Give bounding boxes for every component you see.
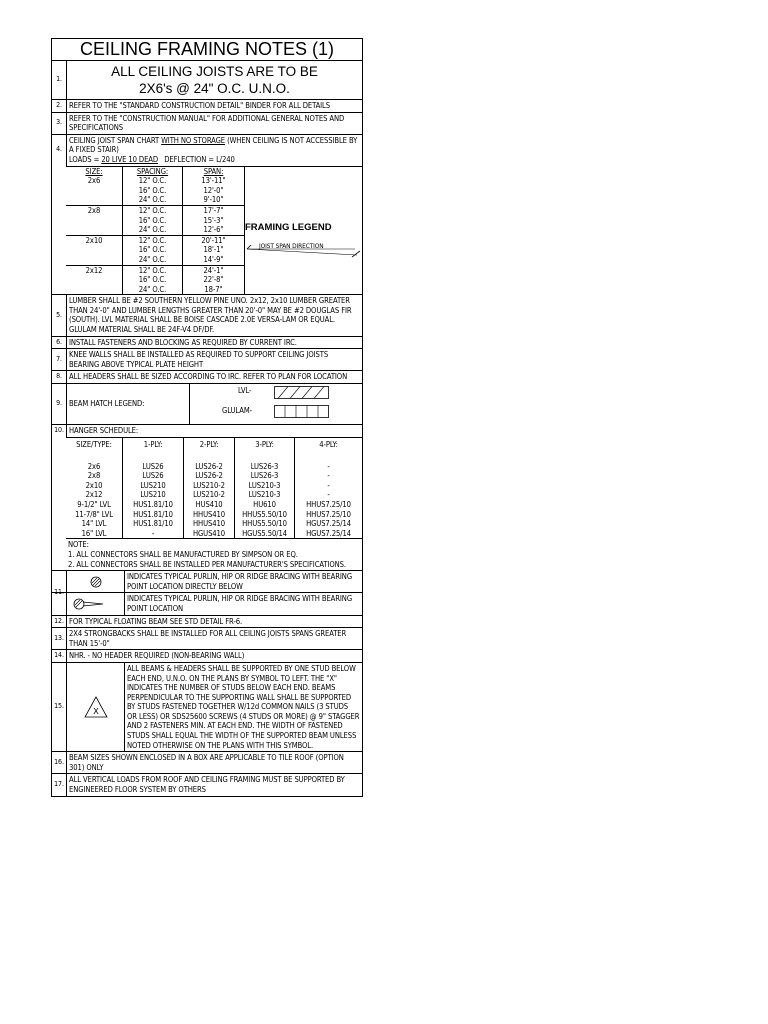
note-10-text: HANGER SCHEDULE: [69, 426, 139, 436]
hanger-header: 2-PLY: [199, 439, 219, 449]
note-number: 3. [52, 113, 67, 134]
span-spacing-value: 16" O.C. [138, 245, 167, 255]
note-14-text: NHR. - NO HEADER REQUIRED (NON-BEARING WALL) [69, 651, 245, 661]
note-12 [52, 615, 362, 628]
span-chart-header: SPACING: [136, 166, 169, 176]
hanger-cell: HGUS7.25/14 [306, 528, 351, 538]
span-spacing-cell [123, 236, 183, 265]
span-spacing-value: 12" O.C. [138, 265, 167, 275]
note-number: 8. [52, 371, 67, 383]
span-spacing-value: 24" O.C. [138, 284, 167, 294]
hanger-cell: HGUS5.50/14 [242, 528, 287, 538]
hanger-header: SIZE/TYPE: [76, 439, 112, 449]
note-11-text-a: INDICATES TYPICAL PURLIN, HIP OR RIDGE BRACING WITH BEARING POINT LOCATION DIRECTLY BELOW [127, 572, 353, 591]
span-spacing-cell [123, 206, 183, 235]
note-2 [52, 99, 362, 112]
span-size-label: 2x8 [87, 205, 101, 215]
note-number: 12. [52, 616, 67, 628]
note-3 [52, 112, 362, 134]
hanger-cell: HUS410 [195, 500, 223, 509]
hatched-circle-arrow-icon [71, 597, 105, 611]
hanger-cell: 11-7/8" LVL [75, 509, 113, 519]
hanger-cell: LUS26-3 [250, 461, 279, 471]
span-length-value: 24'-1" [203, 265, 224, 275]
hanger-header: 4-PLY: [319, 439, 338, 449]
note-3-text: REFER TO THE "CONSTRUCTION MANUAL" FOR ADDITIONAL GENERAL NOTES AND SPECIFICATIONS [69, 113, 345, 133]
glulam-label: GLULAM- [222, 406, 253, 416]
hanger-cell: LUS26-2 [195, 471, 223, 481]
hanger-cell: HGUS410 [192, 528, 226, 538]
note-1-text [67, 61, 362, 99]
hanger-cell: LUS26 [142, 471, 164, 481]
span-length-value: 18'-1" [203, 245, 224, 255]
span-length-cell [183, 206, 244, 235]
note-4-text [67, 135, 362, 166]
span-length-value: 22'-8" [203, 275, 224, 285]
glulam-hatch-icon [274, 405, 330, 419]
beam-hatch-label: BEAM HATCH LEGEND: [67, 384, 190, 424]
span-length-cell [183, 266, 244, 295]
note-number: 2. [52, 100, 67, 112]
hanger-cell: - [151, 528, 155, 538]
span-spacing-cell [123, 266, 183, 295]
note-number: 14. [52, 650, 67, 662]
span-group-2x6 [66, 167, 244, 205]
span-group-2x12 [66, 265, 244, 295]
note-11-row-b [52, 592, 362, 614]
stud-count-symbol [67, 663, 125, 751]
loads-value: 20 LIVE 10 DEAD [101, 154, 159, 164]
note-number: 10. [52, 425, 67, 437]
hanger-cell: HHUS5.50/10 [242, 519, 287, 529]
beam-hatch-symbols [190, 384, 362, 424]
span-size-label: 2x12 [85, 265, 103, 275]
joist-span-label: JOIST SPAN DIRECTION [259, 241, 324, 250]
note-17-text: ALL VERTICAL LOADS FROM ROOF AND CEILING FRAMING MUST BE SUPPORTED BY ENGINEERED FLOOR SYSTEM BY OTHERS [69, 775, 345, 795]
hanger-column [295, 438, 362, 539]
hanger-cell: HUS1.81/10 [133, 500, 173, 509]
note-4 [52, 134, 362, 166]
note-8-text: ALL HEADERS SHALL BE SIZED ACCORDING TO IRC. REFER TO PLAN FOR LOCATION [69, 372, 348, 382]
span-length-value: 12'-6" [203, 225, 224, 235]
span-chart-header: SPAN: [203, 166, 224, 176]
span-length-value: 15'-3" [203, 215, 224, 225]
hanger-cell: 2x8 [87, 471, 101, 481]
span-length-value: 12'-0" [203, 185, 224, 195]
note-6 [52, 336, 362, 349]
hanger-cell: - [327, 461, 330, 471]
note-number: 16. [52, 752, 67, 773]
span-chart-grid [66, 167, 245, 295]
hanger-cell: HHUS7.25/10 [306, 500, 351, 509]
note-13 [52, 627, 362, 649]
hanger-column [184, 438, 235, 539]
span-spacing-cell [123, 167, 183, 205]
hanger-schedule-table [66, 437, 362, 539]
note-number: 17. [52, 774, 67, 795]
hanger-column [123, 438, 184, 539]
hanger-notes [66, 538, 362, 570]
hatched-circle-icon [89, 575, 103, 589]
note-11-row-a [67, 571, 362, 592]
span-spacing-value: 24" O.C. [138, 254, 167, 264]
span-length-value: 20'-11" [201, 235, 226, 245]
note-12-text: FOR TYPICAL FLOATING BEAM SEE STD DETAIL FR-6. [69, 616, 243, 626]
loads-label: LOADS = [69, 154, 102, 164]
hanger-cell: 2x10 [85, 480, 103, 490]
hanger-note-2: 2. ALL CONNECTORS SHALL BE INSTALLED PER MANUFACTURER'S SPECIFICATIONS. [68, 559, 346, 569]
sheet-title: CEILING FRAMING NOTES (1) [52, 39, 362, 61]
hanger-cell: HU610 [253, 500, 276, 509]
note-16 [52, 751, 362, 773]
triangle-x-icon [83, 695, 109, 719]
note-8 [52, 370, 362, 383]
note-7-text: KNEE WALLS SHALL BE INSTALLED AS REQUIRED TO SUPPORT CEILING JOISTS BEARING ABOVE TYPICAL PLATE HEIGHT [69, 350, 329, 369]
note-number: 15. [52, 663, 67, 751]
span-size-cell [66, 266, 123, 295]
framing-legend-title: FRAMING LEGEND [245, 221, 332, 233]
hanger-cell: 2x6 [87, 461, 101, 471]
lvl-hatch-icon [274, 386, 330, 400]
note-4-underlined: WITH NO STORAGE [161, 135, 226, 145]
lvl-label: LVL- [238, 386, 252, 396]
note-9 [52, 383, 362, 424]
hanger-header: 1-PLY: [143, 439, 163, 449]
span-length-value: 17'-7" [203, 205, 224, 215]
triangle-x-label: X [92, 707, 99, 717]
span-spacing-value: 12" O.C. [138, 176, 167, 186]
span-size-cell [66, 167, 123, 205]
hanger-cell: LUS210 [140, 490, 166, 500]
span-chart-header: SIZE: [85, 166, 103, 176]
span-size-cell [66, 206, 123, 235]
hanger-cell: HHUS410 [193, 519, 225, 529]
note-4-pre: CEILING JOIST SPAN CHART [69, 135, 162, 145]
note-11-text-b: INDICATES TYPICAL PURLIN, HIP OR RIDGE BRACING WITH BEARING POINT LOCATION [127, 594, 353, 613]
span-length-cell [183, 167, 244, 205]
note-number: 13. [52, 628, 67, 649]
note-6-text: INSTALL FASTENERS AND BLOCKING AS REQUIRED BY CURRENT IRC. [69, 337, 297, 347]
hanger-cell: - [327, 490, 330, 500]
hanger-cell: 2x12 [85, 490, 103, 500]
note-16-text: BEAM SIZES SHOWN ENCLOSED IN A BOX ARE APPLICABLE TO TILE ROOF (OPTION 301) ONLY [69, 753, 344, 772]
span-spacing-value: 24" O.C. [138, 195, 167, 205]
span-spacing-value: 12" O.C. [138, 205, 167, 215]
hanger-cell: LUS26-3 [250, 471, 279, 481]
note-1-line1: ALL CEILING JOISTS ARE TO BE [111, 64, 318, 79]
note-1-line2: 2X6's @ 24" O.C. U.N.O. [139, 81, 290, 96]
hanger-note-1: 1. ALL CONNECTORS SHALL BE MANUFACTURED BY SIMPSON OR EQ. [68, 549, 298, 559]
note-4-post: (WHEN CEILING IS NOT ACCESSIBLE BY A FIXED STAIR) [69, 135, 358, 155]
hanger-cell: HGUS7.25/14 [306, 519, 351, 529]
hanger-cell: LUS210 [140, 480, 166, 490]
note-15-text: ALL BEAMS & HEADERS SHALL BE SUPPORTED BY ONE STUD BELOW EACH END, U.N.O. ON THE PLANS BY SYMBOL TO LEFT. THE "X" INDICATES THE NUMBER OF STUDS BELOW EACH END. BEAMS PERPENDICULAR TO THE SUPPORTING WALL SHALL BE SUPPORTED BY STUDS FASTENED TOGETHER W/12d COMMON NAILS (3 STUDS OR LESS) OR SDS25600 SCREWS (4 STUDS OR MORE) @ 9" STAGGER AND 2 FASTENERS MIN. AT EACH END. THE WIDTH OF FASTENED STUDS SHALL EQUAL THE WIDTH OF THE SUPPORTED BEAM UNLESS NOTED OTHERWISE ON THE PLANS WITH THIS SYMBOL. [127, 663, 360, 750]
hanger-note-title: NOTE: [68, 540, 89, 550]
hanger-header: 3-PLY: [255, 439, 274, 449]
joist-span-legend-item [245, 241, 362, 265]
hanger-cell: HHUS7.25/10 [306, 509, 351, 519]
hanger-cell: LUS210-2 [193, 480, 225, 490]
span-spacing-value: 16" O.C. [138, 275, 167, 285]
hanger-cell: - [327, 480, 330, 490]
note-7 [52, 348, 362, 370]
hanger-cell: LUS26 [142, 461, 164, 471]
note-13-text: 2X4 STRONGBACKS SHALL BE INSTALLED FOR ALL CEILING JOISTS SPANS GREATER THAN 15'-0" [69, 629, 347, 648]
note-2-text: REFER TO THE "STANDARD CONSTRUCTION DETAIL" BINDER FOR ALL DETAILS [69, 101, 331, 110]
note-number: 5. [52, 295, 67, 335]
ceiling-framing-notes-sheet [51, 38, 363, 797]
hanger-column [235, 438, 295, 539]
note-15 [52, 662, 362, 751]
span-size-label: 2x6 [87, 176, 101, 186]
hanger-cell: LUS26-2 [195, 461, 223, 471]
note-10 [52, 424, 362, 437]
hanger-cell: 14" LVL [81, 519, 107, 529]
beam-hatch-legend [67, 384, 362, 424]
hanger-cell: HUS1.81/10 [133, 519, 173, 529]
note-number: 7. [52, 349, 67, 370]
span-group-2x8 [66, 205, 244, 235]
span-spacing-value: 16" O.C. [138, 185, 167, 195]
span-size-label: 2x10 [85, 235, 103, 245]
hanger-cell: LUS210-3 [248, 490, 281, 500]
note-number: 4. [52, 135, 67, 166]
hanger-cell: 16" LVL [81, 528, 107, 538]
hanger-cell: - [327, 471, 330, 481]
span-spacing-value: 16" O.C. [138, 215, 167, 225]
span-length-value: 14'-9" [203, 254, 224, 264]
span-length-cell [183, 236, 244, 265]
hanger-cell: 9-1/2" LVL [77, 500, 111, 509]
span-spacing-value: 12" O.C. [138, 235, 167, 245]
note-5-text: LUMBER SHALL BE #2 SOUTHERN YELLOW PINE UNO. 2x12, 2x10 LUMBER GREATER THAN 24'-0" AND LUMBER LENGTHS GREATER THAN 20'-0" MAY BE #2 DOUGLAS FIR (SOUTH). LVL MATERIAL SHALL BE BOISE CASCADE 2.0E VERSA-LAM OR EQUAL. GLULAM MATERIAL SHALL BE 24F-V4 DF/DF. [69, 296, 352, 335]
note-1 [52, 61, 362, 99]
span-chart [66, 166, 362, 295]
hanger-column [66, 438, 123, 539]
framing-legend [245, 167, 362, 295]
note-5 [52, 294, 362, 335]
hanger-cell: LUS210-3 [248, 480, 281, 490]
note-number: 1. [52, 61, 67, 99]
hanger-cell: HUS1.81/10 [133, 509, 173, 519]
note-11 [52, 570, 362, 614]
hanger-cell: HHUS5.50/10 [242, 509, 287, 519]
note-number: 6. [52, 337, 67, 349]
note-11-body [67, 571, 362, 614]
span-spacing-value: 24" O.C. [138, 225, 167, 235]
span-group-2x10 [66, 235, 244, 265]
bracing-direct-icon [67, 571, 125, 592]
note-number: 9. [52, 384, 67, 424]
span-size-cell [66, 236, 123, 265]
span-length-value: 18-7" [204, 284, 223, 294]
note-14 [52, 649, 362, 662]
deflection-text: DEFLECTION = L/240 [164, 154, 235, 164]
note-number: 11. [52, 571, 67, 614]
hanger-cell: LUS210-2 [193, 490, 225, 500]
span-length-value: 13'-11" [201, 176, 226, 186]
hanger-cell: HHUS410 [193, 509, 225, 519]
bracing-offset-icon [52, 593, 125, 614]
span-length-value: 9'-10" [203, 195, 224, 205]
note-17 [52, 773, 362, 795]
